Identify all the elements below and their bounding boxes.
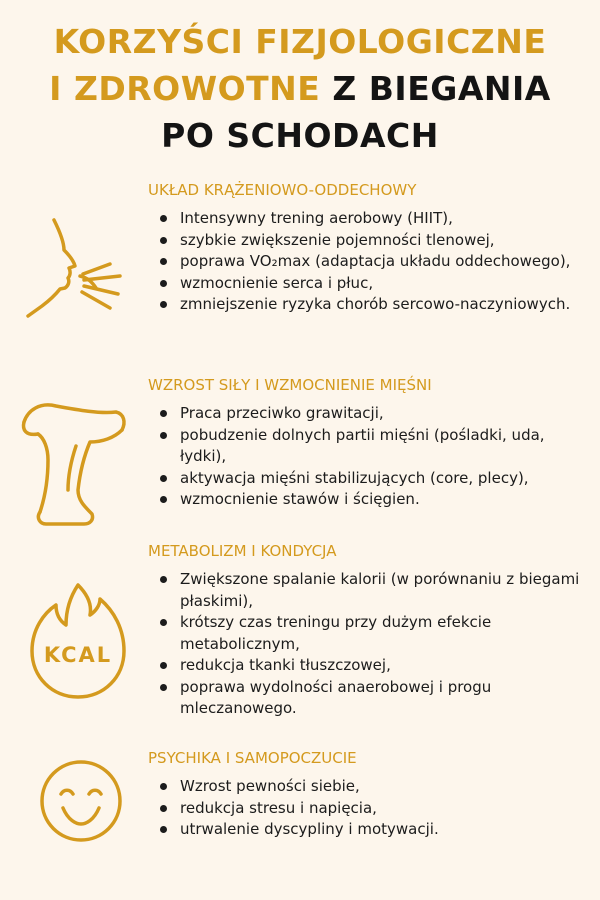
section-title: WZROST SIŁY I WZMOCNIENIE MIĘŚNI (148, 376, 432, 394)
list-item: wzmocnienie serca i płuc, (160, 273, 590, 295)
list-item: utrwalenie dyscypliny i motywacji. (160, 819, 590, 841)
title-line-2-rest: Z BIEGANIA (320, 69, 551, 108)
section-title: PSYCHIKA I SAMOPOCZUCIE (148, 749, 357, 767)
list-item: redukcja tkanki tłuszczowej, (160, 655, 590, 677)
title-line-2 (0, 65, 600, 112)
bullet-list (160, 569, 590, 720)
list-item: aktywacja mięśni stabilizujących (core, plecy), (160, 468, 590, 490)
list-item: wzmocnienie stawów i ścięgien. (160, 489, 590, 511)
list-item: Zwiększone spalanie kalorii (w porównaniu z biegami płaskimi), (160, 569, 590, 612)
list-item: pobudzenie dolnych partii mięśni (pośladki, uda, łydki), (160, 425, 590, 468)
list-item: redukcja stresu i napięcia, (160, 798, 590, 820)
page-title (0, 18, 600, 159)
section-title: UKŁAD KRĄŻENIOWO-ODDECHOWY (148, 181, 417, 199)
list-item: Praca przeciwko grawitacji, (160, 403, 590, 425)
list-item: szybkie zwiększenie pojemności tlenowej, (160, 230, 590, 252)
bent-leg-icon (18, 390, 133, 530)
list-item: krótszy czas treningu przy dużym efekcie metabolicznym, (160, 612, 590, 655)
list-item: poprawa wydolności anaerobowej i progu mleczanowego. (160, 677, 590, 720)
bullet-list (160, 776, 590, 841)
kcal-flame-icon (26, 581, 136, 701)
kcal-label: KCAL (43, 643, 113, 667)
title-line-1: KORZYŚCI FIZJOLOGICZNE (53, 22, 547, 61)
list-item: Intensywny trening aerobowy (HIIT), (160, 208, 590, 230)
title-line-2-accent: I ZDROWOTNE (49, 69, 321, 108)
list-item: poprawa VO₂max (adaptacja układu oddechowego), (160, 251, 590, 273)
bullet-list (160, 208, 590, 316)
list-item: Wzrost pewności siebie, (160, 776, 590, 798)
list-item: zmniejszenie ryzyka chorób sercowo-naczyniowych. (160, 294, 590, 316)
smiley-face-icon (38, 756, 128, 846)
breathing-face-icon (20, 218, 130, 323)
section-title: METABOLIZM I KONDYCJA (148, 542, 337, 560)
title-line-3: PO SCHODACH (161, 116, 439, 155)
bullet-list (160, 403, 590, 511)
